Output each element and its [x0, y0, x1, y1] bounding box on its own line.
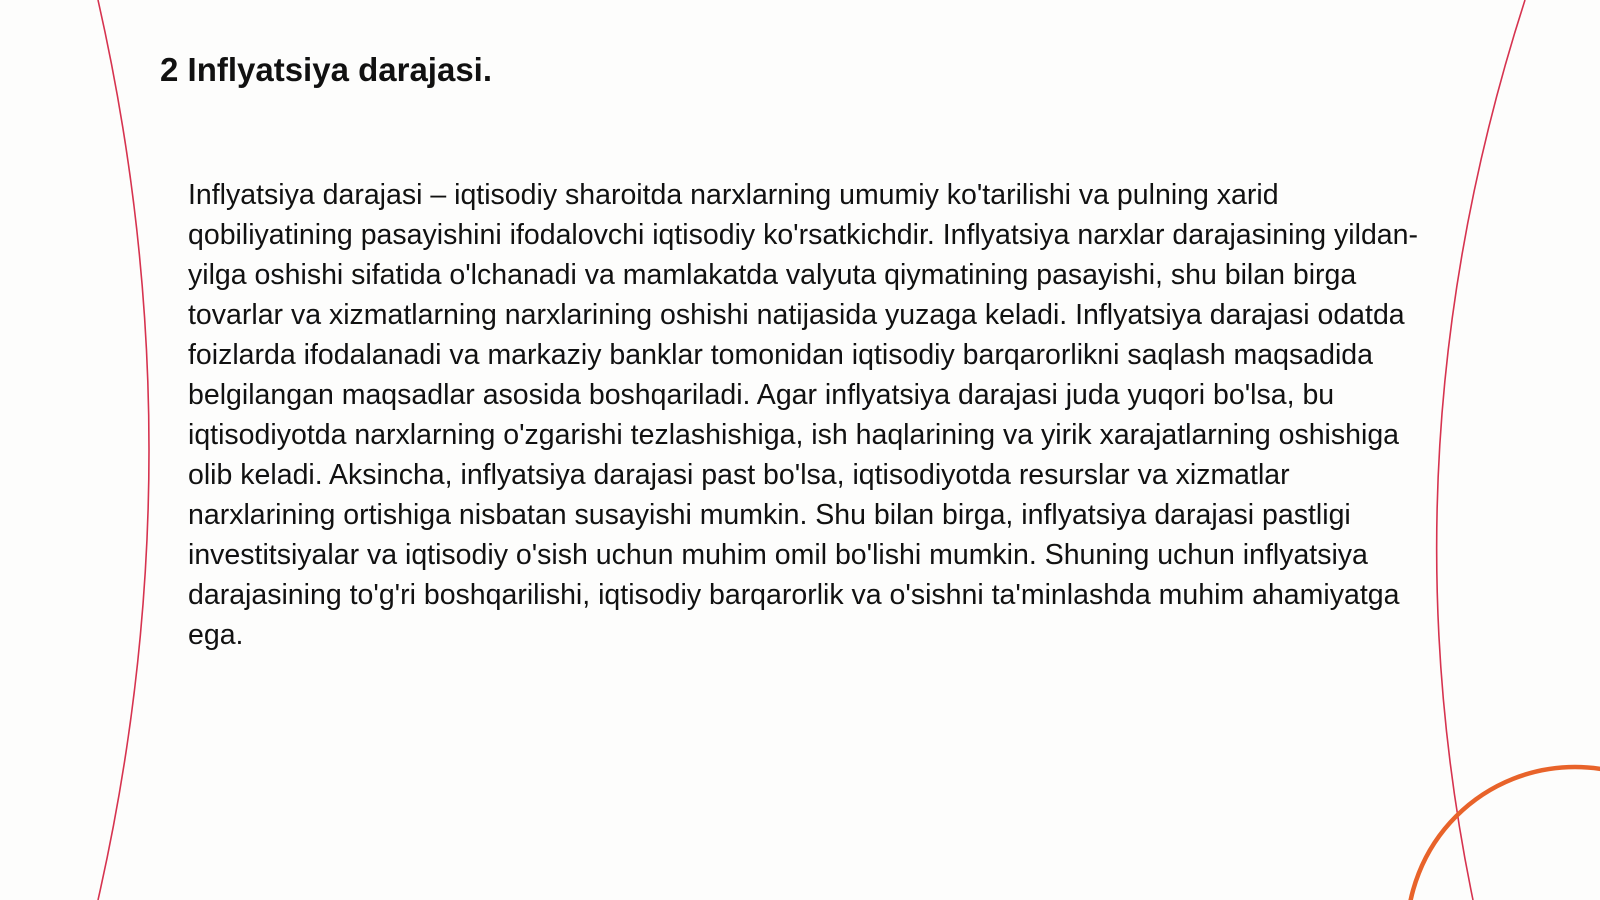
left-curve-line: [98, 0, 149, 900]
right-curve-line: [1437, 0, 1525, 900]
body-paragraph: Inflyatsiya darajasi – iqtisodiy sharoitda narxlarning umumiy ko'tarilishi va pulning xarid qobiliyatining pasayishini ifodalovchi iqtisodiy ko'rsatkichdir. Inflyatsiya narxlar darajasining yildan-yilga oshishi sifatida o'lchanadi va mamlakatda valyuta qiymatining pasayishi, shu bilan birga tovarlar va xizmatlarning narxlarining oshishi natijasida yuzaga keladi. Inflyatsiya darajasi odatda foizlarda ifodalanadi va markaziy banklar tomonidan iqtisodiy barqarorlikni saqlash maqsadida belgilangan maqsadlar asosida boshqariladi. Agar inflyatsiya darajasi juda yuqori bo'lsa, bu iqtisodiyotda narxlarning o'zgarishi tezlashishiga, ish haqlarining va yirik xarajatlarning oshishiga olib keladi. Aksincha, inflyatsiya darajasi past bo'lsa, iqtisodiyotda resurslar va xizmatlar narxlarining ortishiga nisbatan susayishi mumkin. Shu bilan birga, inflyatsiya darajasi pastligi investitsiyalar va iqtisodiy o'sish uchun muhim omil bo'lishi mumkin. Shuning uchun inflyatsiya darajasining to'g'ri boshqarilishi, iqtisodiy barqarorlik va o'sishni ta'minlashda muhim ahamiyatga ega.: [188, 179, 1418, 651]
slide-title: 2 Inflyatsiya darajasi.: [160, 51, 493, 88]
orange-accent-arc: [1407, 767, 1600, 900]
